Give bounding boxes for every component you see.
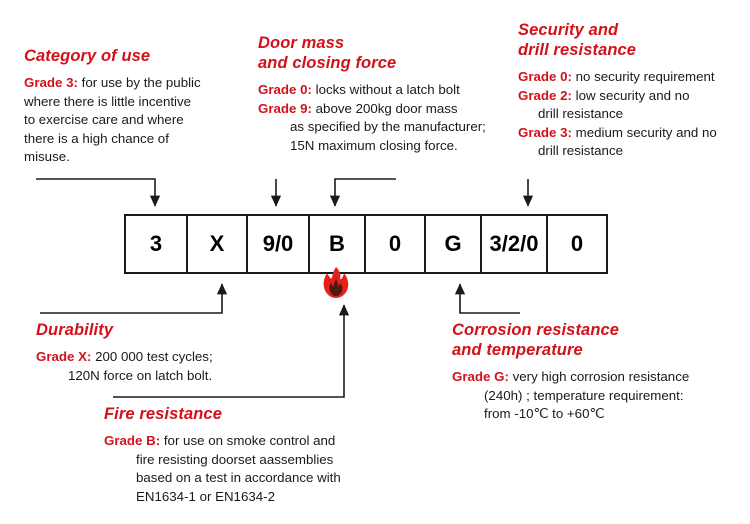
body-text: for use on smoke control and <box>160 433 336 448</box>
body-line <box>24 130 264 149</box>
code-cell-door-mass: 9/0 <box>248 216 310 272</box>
block-door-mass-title-line2: and closing force <box>258 54 397 72</box>
body-text: (240h) ; temperature requirement: <box>484 387 684 403</box>
block-corrosion-body <box>452 368 742 424</box>
body-text: low security and no <box>571 87 690 103</box>
block-durability-body <box>36 348 296 385</box>
body-text: 120N force on latch bolt. <box>68 367 213 383</box>
block-security-title-line2: drill resistance <box>518 41 637 59</box>
block-category-of-use <box>24 46 264 167</box>
body-text: no security requirement <box>571 69 715 84</box>
code-cell-fire: B <box>310 216 366 272</box>
body-text: locks without a latch bolt <box>311 82 460 97</box>
body-line <box>518 124 750 143</box>
body-text: as specified by the manufacturer; <box>290 119 486 134</box>
body-text: EN1634-1 or EN1634-2 <box>136 488 275 504</box>
block-category-title: Category of use <box>24 47 151 65</box>
grade-label: Grade 3: <box>518 124 572 140</box>
body-text: drill resistance <box>538 106 623 121</box>
body-line <box>24 148 264 167</box>
grade-label: Grade 3: <box>24 75 78 90</box>
body-text: based on a test in accordance with <box>136 470 341 485</box>
body-line <box>518 87 750 106</box>
code-cell-security: 3/2/0 <box>482 216 548 272</box>
block-door-mass-body <box>258 81 508 155</box>
block-fire-resistance <box>104 404 394 506</box>
grade-label: Grade 2: <box>518 87 572 103</box>
grade-label: Grade 0: <box>258 82 312 97</box>
block-door-mass <box>258 33 508 155</box>
block-security-title-line1: Security and <box>518 21 619 39</box>
body-text: drill resistance <box>538 143 623 158</box>
body-line <box>518 142 750 161</box>
body-text: to exercise care and where <box>24 112 184 127</box>
block-security <box>518 20 750 161</box>
body-line <box>24 74 264 93</box>
block-durability-title: Durability <box>36 321 114 339</box>
block-fire-body <box>104 432 394 506</box>
body-line <box>518 105 750 124</box>
code-cell-corrosion: G <box>426 216 482 272</box>
body-text: misuse. <box>24 149 70 164</box>
body-line <box>104 432 394 451</box>
code-cell-category: 3 <box>126 216 188 272</box>
body-text: for use by the public <box>77 75 201 90</box>
code-cell-key: 0 <box>570 231 584 256</box>
grade-label: Grade X: <box>36 349 92 364</box>
body-line <box>36 367 296 386</box>
grade-label: Grade 0: <box>518 69 572 84</box>
body-line <box>24 111 264 130</box>
body-line <box>452 387 742 406</box>
code-cell-durability: X <box>188 216 248 272</box>
body-line <box>24 93 264 112</box>
arrow-durability <box>40 284 222 313</box>
body-line <box>518 68 750 87</box>
body-line <box>258 81 508 100</box>
flame-icon <box>322 266 350 300</box>
body-line <box>104 488 394 507</box>
body-line <box>258 100 508 119</box>
body-text: 200 000 test cycles; <box>91 349 213 364</box>
body-line <box>104 451 394 470</box>
body-text: above 200kg door mass <box>311 100 458 116</box>
body-line <box>258 137 508 156</box>
body-line <box>104 469 394 488</box>
classification-code-row <box>124 214 608 274</box>
block-corrosion <box>452 320 742 424</box>
body-text: from -10℃ to +60℃ <box>484 406 605 421</box>
body-line <box>452 405 742 424</box>
arrow-category <box>36 179 155 206</box>
block-door-mass-title-line1: Door mass <box>258 34 345 52</box>
grade-label: Grade G: <box>452 369 509 384</box>
body-text: there is a high chance of <box>24 130 169 146</box>
arrow-corrosion <box>460 284 520 313</box>
body-text: where there is little incentive <box>24 93 192 109</box>
block-corrosion-title-line1: Corrosion resistance <box>452 321 620 339</box>
block-category-body <box>24 74 264 167</box>
block-corrosion-title-line2: and temperature <box>452 341 583 359</box>
grade-label: Grade B: <box>104 433 161 448</box>
body-text: 15N maximum closing force. <box>290 137 458 153</box>
body-line <box>452 368 742 387</box>
body-line <box>36 348 296 367</box>
block-durability <box>36 320 296 385</box>
body-line <box>258 118 508 137</box>
body-text: medium security and no <box>571 124 717 140</box>
body-text: very high corrosion resistance <box>508 369 690 384</box>
arrow-door-mass-2 <box>335 179 396 206</box>
block-security-body <box>518 68 750 161</box>
code-cell-safety: 0 <box>366 216 426 272</box>
grade-label: Grade 9: <box>258 100 312 116</box>
block-fire-title: Fire resistance <box>104 405 222 423</box>
body-text: fire resisting doorset aassemblies <box>136 451 334 467</box>
